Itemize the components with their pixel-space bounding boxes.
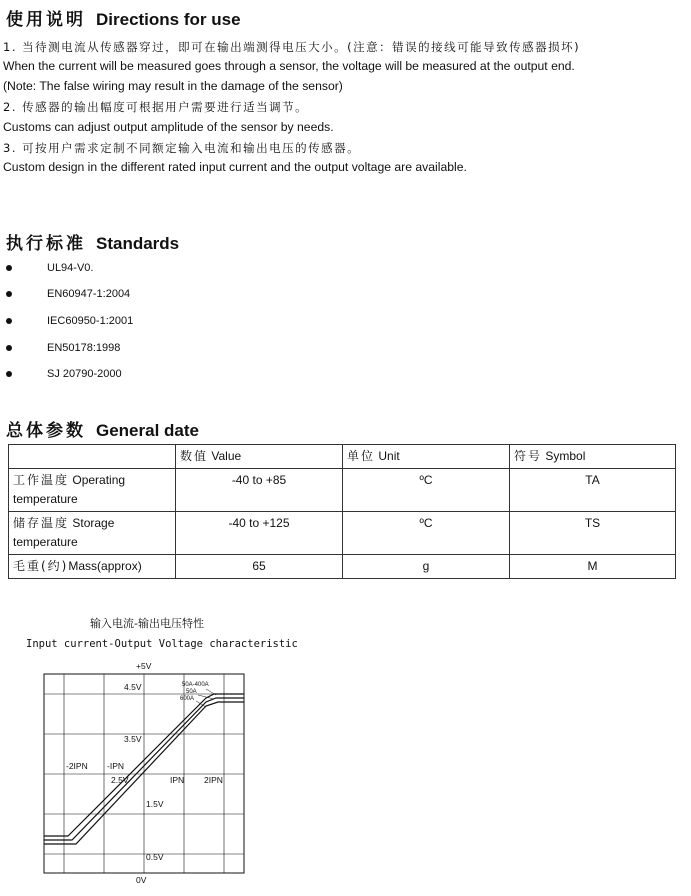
standard-item: IEC60950-1:2001 [47, 315, 134, 327]
param-value: 65 [176, 555, 343, 579]
param-unit: ºC [343, 512, 510, 555]
standards-title-cn: 执行标准 [6, 234, 86, 254]
directions-line-2: When the current will be measured goes through a sensor, the voltage will be measured at the output end. [3, 59, 575, 73]
table-header-cell: 符号 Symbol [510, 445, 676, 469]
table-header-cell [9, 445, 176, 469]
label-v0: 0V [136, 875, 147, 885]
bullet-icon [6, 291, 12, 297]
table-row [9, 555, 676, 579]
table-header-cell: 数值 Value [176, 445, 343, 469]
directions-line-3: (Note: The false wiring may result in the damage of the sensor) [3, 79, 343, 93]
param-symbol: TS [510, 512, 676, 555]
standard-item: UL94-V0. [47, 262, 94, 274]
chart-title-cn: 输入电流-输出电压特性 [90, 617, 204, 630]
general-params-table [8, 444, 676, 579]
table-row [9, 469, 676, 512]
label-range-2: 50A [186, 689, 197, 695]
directions-title-en: Directions for use [96, 10, 241, 29]
label-neg2ipn: -2IPN [66, 761, 88, 771]
general-title [6, 416, 199, 441]
directions-title-cn: 使用说明 [6, 10, 86, 30]
bullet-icon [6, 265, 12, 271]
label-pos2ipn: 2IPN [204, 775, 223, 785]
param-name: 毛重(约)Mass(approx) [9, 555, 176, 579]
label-v05: 0.5V [146, 852, 164, 862]
param-symbol: TA [510, 469, 676, 512]
label-range-1: 50A-400A [182, 682, 209, 688]
param-name: 储存温度 Storage temperature [9, 512, 176, 555]
label-v35: 3.5V [124, 734, 142, 744]
label-v25: 2.5V [111, 775, 129, 785]
label-ipn: IPN [170, 775, 185, 785]
param-unit: ºC [343, 469, 510, 512]
standard-item: SJ 20790-2000 [47, 368, 122, 380]
table-row [9, 512, 676, 555]
bullet-icon [6, 371, 12, 377]
label-v15: 1.5V [146, 799, 164, 809]
label-v45: 4.5V [124, 682, 142, 692]
directions-line-7: Custom design in the different rated input current and the output voltage are available. [3, 160, 467, 174]
param-name: 工作温度 Operating temperature [9, 469, 176, 512]
general-title-cn: 总体参数 [6, 421, 86, 441]
label-v5: +5V [136, 661, 152, 671]
general-title-en: General date [96, 421, 199, 440]
standard-item: EN50178:1998 [47, 342, 121, 354]
label-negipn: -IPN [107, 761, 124, 771]
param-unit: g [343, 555, 510, 579]
param-symbol: M [510, 555, 676, 579]
directions-title [6, 5, 241, 30]
standard-item: EN60947-1:2004 [47, 288, 131, 300]
characteristic-chart [0, 655, 260, 887]
label-range-3: 600A [180, 696, 195, 702]
bullet-icon [6, 318, 12, 324]
standards-title-en: Standards [96, 234, 180, 253]
directions-line-6: 3. 可按用户需求定制不同额定输入电流和输出电压的传感器。 [3, 141, 361, 155]
chart-title-en: Input current-Output Voltage characteristic [26, 638, 298, 650]
bullet-icon [6, 345, 12, 351]
standards-title [6, 229, 179, 254]
table-header-row [9, 445, 676, 469]
directions-line-4: 2. 传感器的输出幅度可根据用户需要进行适当调节。 [3, 100, 309, 114]
table-header-cell: 单位 Unit [343, 445, 510, 469]
param-value: -40 to +125 [176, 512, 343, 555]
directions-line-1: 1. 当待测电流从传感器穿过，即可在输出端测得电压大小。(注意：错误的接线可能导致传感器损坏) [3, 40, 581, 54]
param-value: -40 to +85 [176, 469, 343, 512]
directions-line-5: Customs can adjust output amplitude of the sensor by needs. [3, 120, 334, 134]
